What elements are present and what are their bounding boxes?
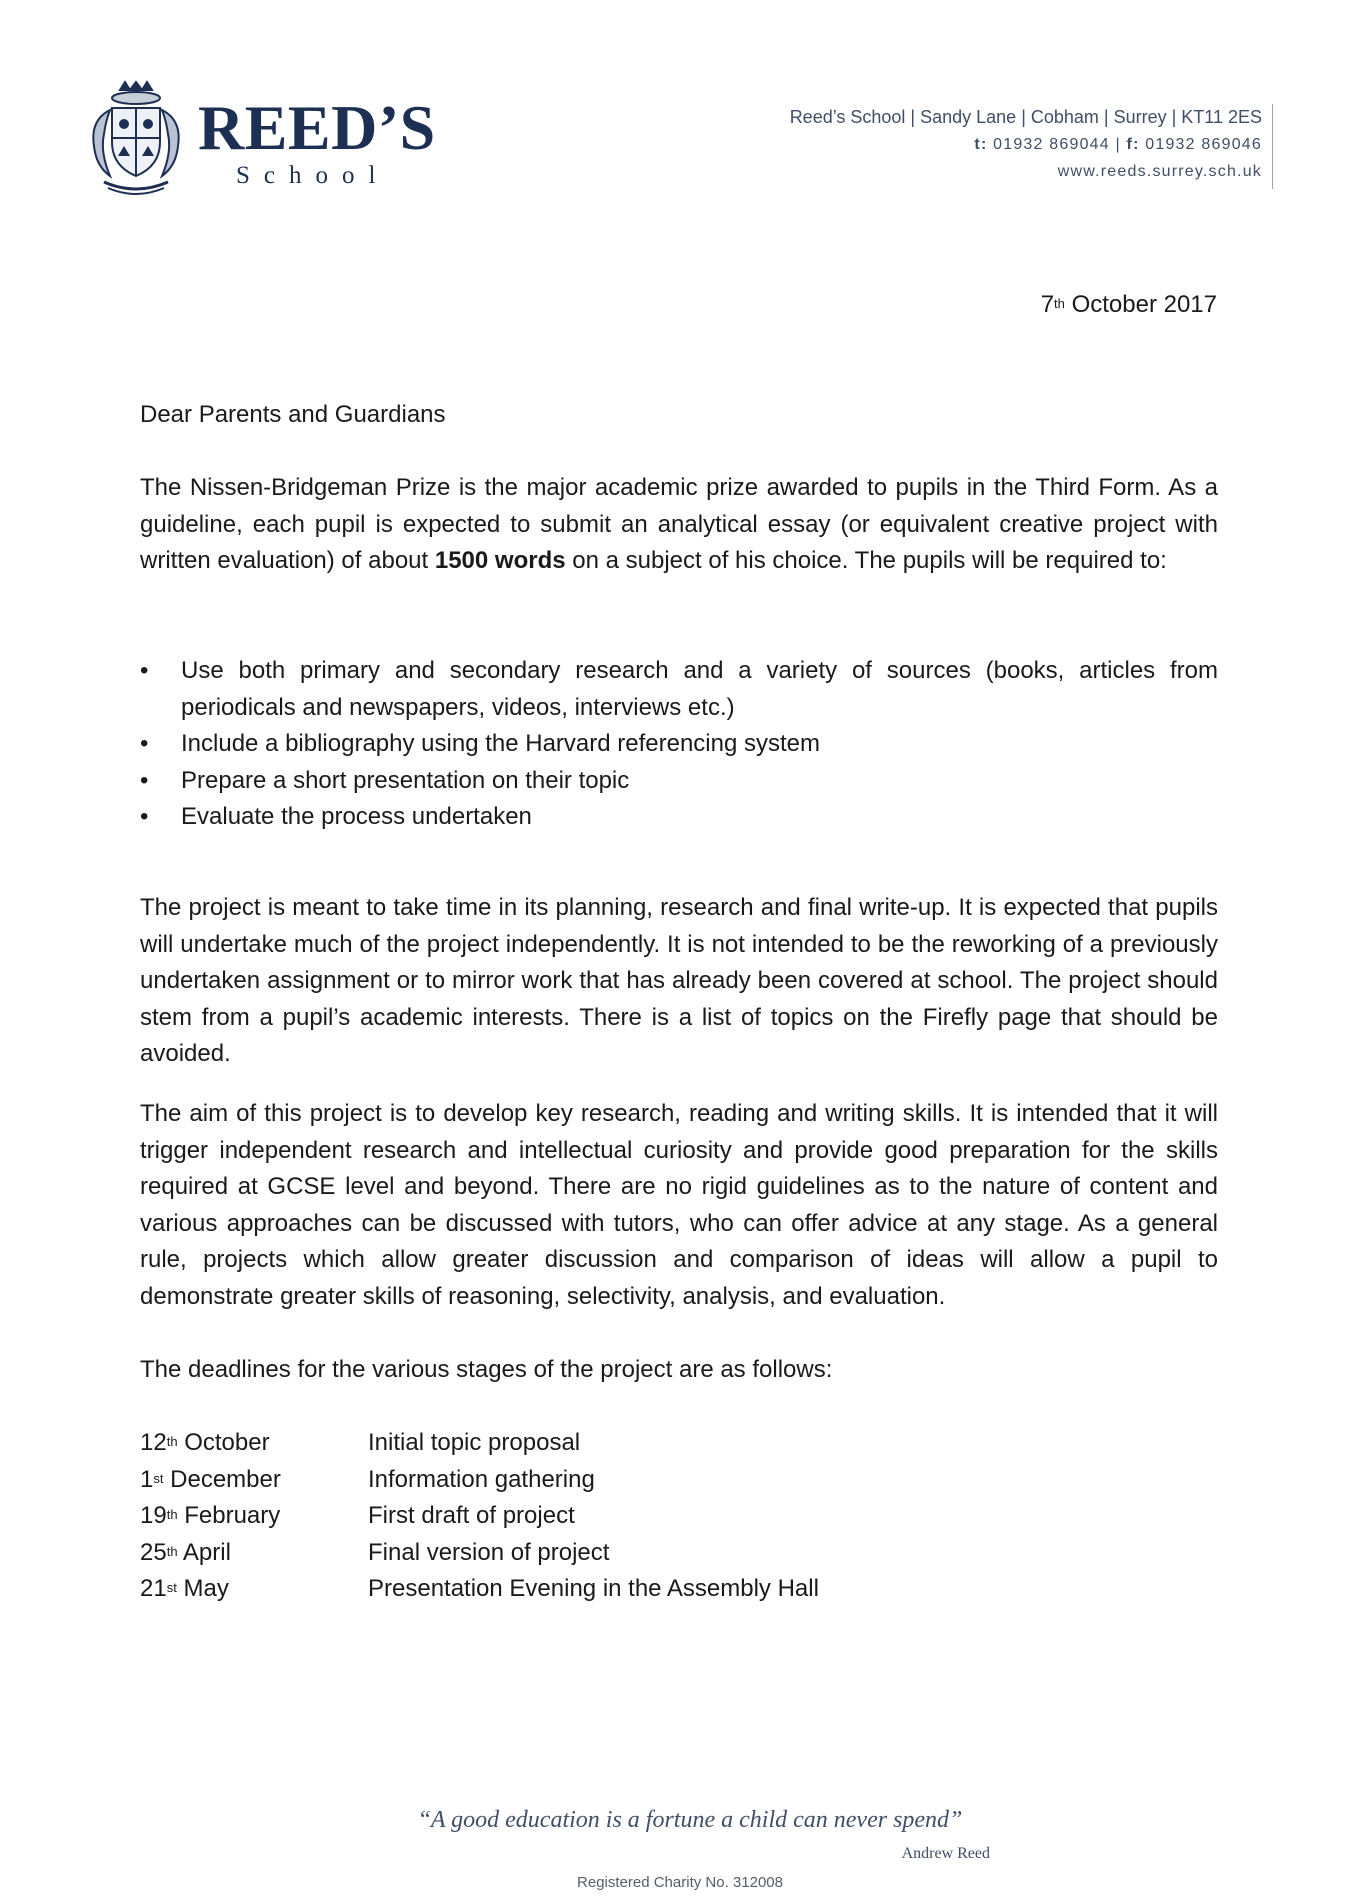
fax-number: 01932 869046 (1145, 136, 1262, 153)
quote-author: Andrew Reed (901, 1845, 990, 1862)
deadline-date: 1st December (140, 1465, 281, 1493)
school-website[interactable]: www.reeds.surrey.sch.uk (1057, 163, 1262, 180)
tel-number: 01932 869044 (993, 136, 1110, 153)
charity-number: Registered Charity No. 312008 (577, 1874, 783, 1891)
separator: | (1115, 136, 1121, 153)
intro-paragraph: The Nissen-Bridgeman Prize is the major academic prize awarded to pupils in the Third Form. As a guideline, each pupil is expected to submit an analytical essay (or equivalent creative project with written evaluation) of about 1500 words on a subject of his choice. The pupils will be required to: (140, 474, 1218, 574)
deadline-date: 12th October (140, 1429, 270, 1456)
deadline-task: Initial topic proposal (368, 1429, 581, 1456)
letterhead-divider (1272, 104, 1273, 189)
word-count: 1500 words (434, 547, 566, 574)
bullet-icon: • (140, 803, 149, 830)
deadline-row (140, 1462, 819, 1499)
salutation: Dear Parents and Guardians (140, 401, 446, 428)
bullet-icon: • (140, 730, 149, 757)
school-logo-name: REED’S (198, 92, 436, 163)
bullet-icon: • (140, 657, 149, 684)
deadline-task: First draft of project (368, 1502, 575, 1529)
aims-paragraph: The aim of this project is to develop key research, reading and writing skills. It is intended that it will trigger independent research and intellectual curiosity and provide good preparation for the skills required at GCSE level and beyond. There are no rigid guidelines as to the nature of content and various approaches can be discussed with tutors, who can offer advice at any stage. As a general rule, projects which allow greater discussion and comparison of ideas will allow a pupil to demonstrate greater skills of reasoning, selectivity, analysis, and evaluation. (140, 1100, 1218, 1310)
letterhead-contact (702, 104, 1262, 185)
letter-date: 7th October 2017 (1040, 291, 1217, 318)
deadline-date: 21st May (140, 1575, 229, 1602)
tel-label: t: (974, 136, 988, 153)
list-item: • Evaluate the process undertaken (140, 799, 1218, 836)
deadline-date: 19th February (140, 1502, 281, 1529)
deadline-date: 25th April (140, 1538, 231, 1566)
deadline-row (140, 1571, 819, 1608)
list-item: • Use both primary and secondary research and a variety of sources (books, articles from periodicals and newspapers, videos, interviews etc.) (140, 653, 1218, 726)
list-item: • Prepare a short presentation on their topic (140, 763, 1218, 800)
deadlines-table (140, 1425, 819, 1608)
school-logo-subtitle: School (236, 162, 390, 189)
deadlines-intro: The deadlines for the various stages of the project are as follows: (140, 1356, 833, 1383)
school-crest-icon (80, 80, 192, 198)
deadline-task: Information gathering (368, 1465, 595, 1493)
deadline-row (140, 1425, 819, 1462)
list-item: • Include a bibliography using the Harvard referencing system (140, 726, 1218, 763)
planning-paragraph: The project is meant to take time in its planning, research and final write-up. It is expected that pupils will undertake much of the project independently. It is not intended to be the reworking of a previously undertaken assignment or to mirror work that has already been covered at school. The project should stem from a pupil’s academic interests. There is a list of topics on the Firefly page that should be avoided. (140, 894, 1218, 1067)
bullet-icon: • (140, 766, 149, 794)
requirements-list (140, 653, 1218, 836)
school-phone-fax (702, 131, 1262, 158)
school-address: Reed’s School | Sandy Lane | Cobham | Surrey | KT11 2ES (789, 107, 1262, 127)
deadline-task: Presentation Evening in the Assembly Hall (368, 1575, 819, 1602)
deadline-row (140, 1498, 819, 1535)
deadline-row (140, 1535, 819, 1572)
fax-label: f: (1126, 136, 1140, 153)
deadline-task: Final version of project (368, 1538, 610, 1566)
footer-quote: “A good education is a fortune a child can never spend” (417, 1807, 963, 1833)
